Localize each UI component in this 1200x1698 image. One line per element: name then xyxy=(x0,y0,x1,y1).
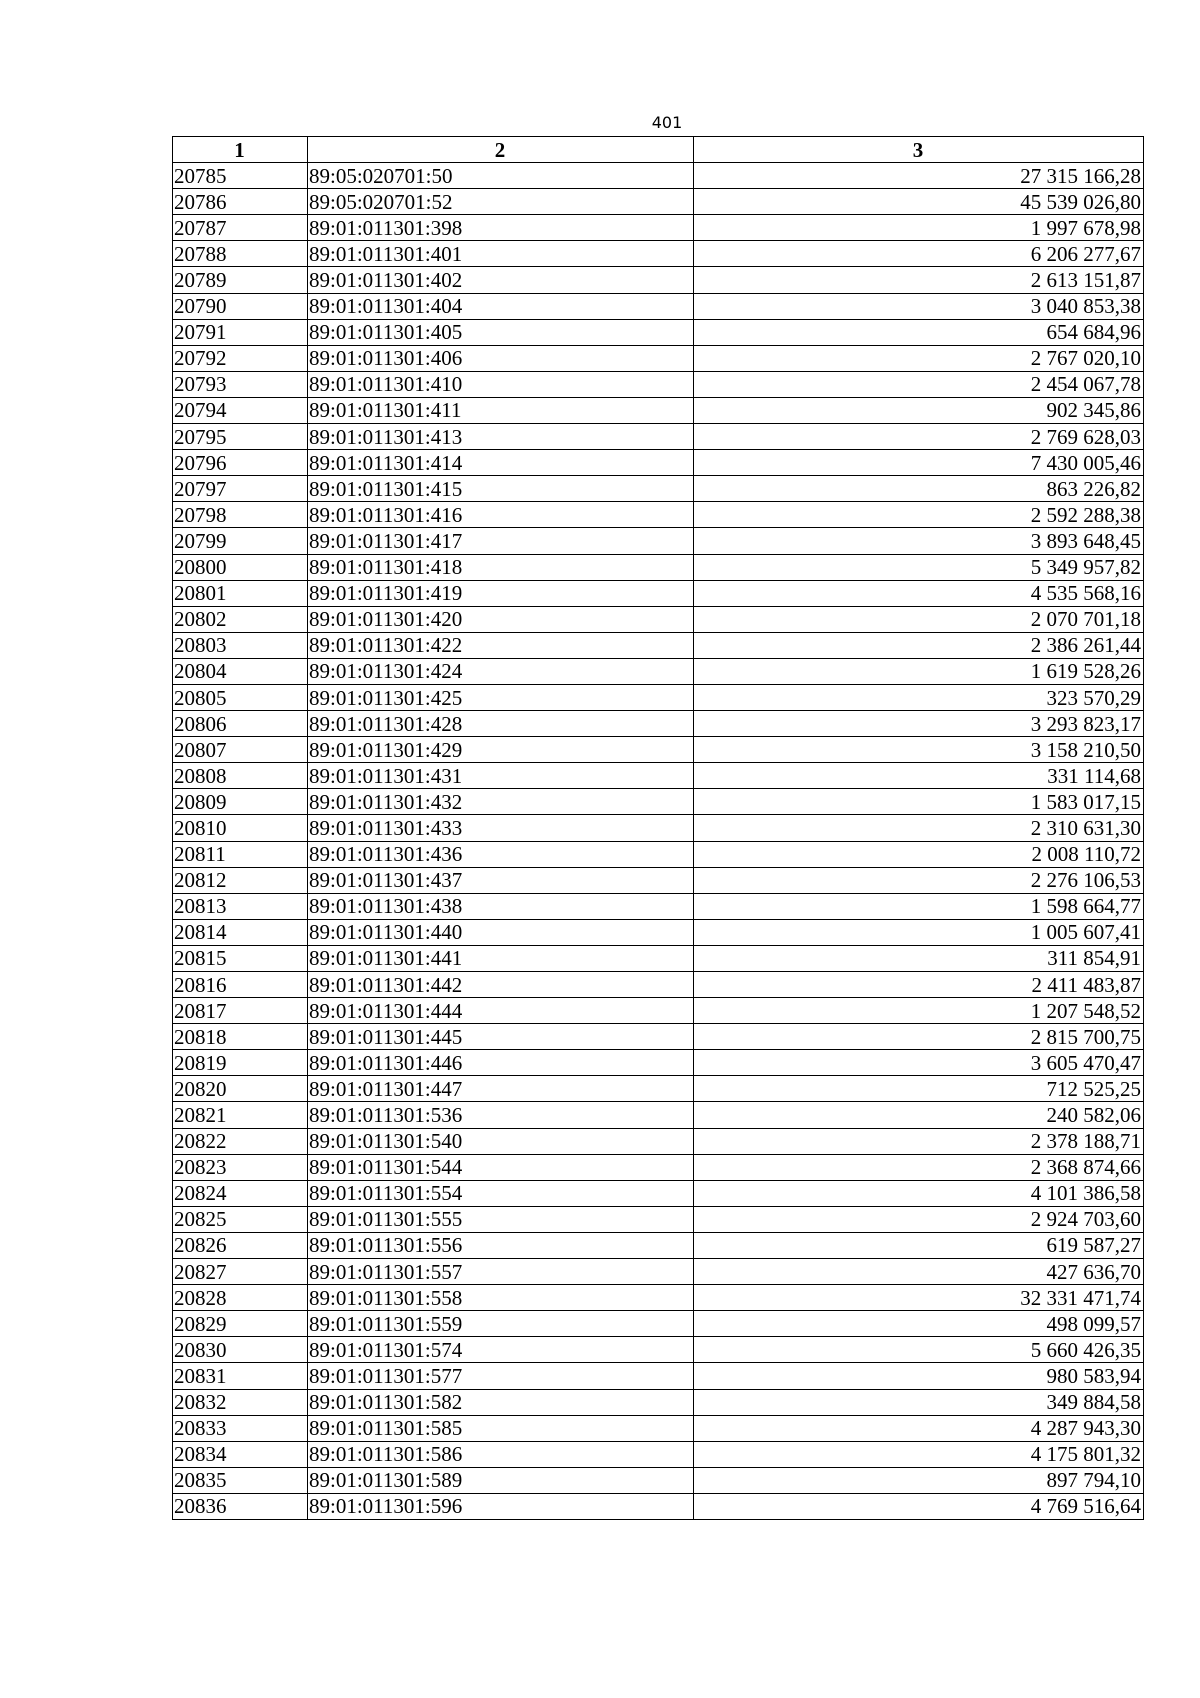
table-row xyxy=(173,1441,1144,1467)
cadastral-number-cell: 89:01:011301:410 xyxy=(308,371,694,397)
value-cell: 323 570,29 xyxy=(694,684,1144,710)
value-cell: 1 207 548,52 xyxy=(694,998,1144,1024)
value-cell: 240 582,06 xyxy=(694,1102,1144,1128)
cadastral-number-cell: 89:01:011301:596 xyxy=(308,1493,694,1519)
value-cell: 712 525,25 xyxy=(694,1076,1144,1102)
row-number-cell: 20797 xyxy=(173,476,308,502)
cadastral-number-cell: 89:01:011301:536 xyxy=(308,1102,694,1128)
row-number-cell: 20810 xyxy=(173,815,308,841)
row-number-cell: 20817 xyxy=(173,998,308,1024)
cadastral-number-cell: 89:01:011301:433 xyxy=(308,815,694,841)
row-number-cell: 20811 xyxy=(173,841,308,867)
cadastral-number-cell: 89:01:011301:411 xyxy=(308,397,694,423)
table-row xyxy=(173,580,1144,606)
cadastral-number-cell: 89:01:011301:432 xyxy=(308,789,694,815)
row-number-cell: 20835 xyxy=(173,1467,308,1493)
row-number-cell: 20789 xyxy=(173,267,308,293)
row-number-cell: 20827 xyxy=(173,1259,308,1285)
row-number-cell: 20819 xyxy=(173,1050,308,1076)
table-header xyxy=(173,137,1144,163)
table-row xyxy=(173,319,1144,345)
value-cell: 2 767 020,10 xyxy=(694,345,1144,371)
cadastral-number-cell: 89:01:011301:413 xyxy=(308,424,694,450)
table-row xyxy=(173,476,1144,502)
value-cell: 311 854,91 xyxy=(694,945,1144,971)
row-number-cell: 20829 xyxy=(173,1311,308,1337)
value-cell: 4 535 568,16 xyxy=(694,580,1144,606)
cadastral-number-cell: 89:01:011301:414 xyxy=(308,450,694,476)
table-row xyxy=(173,502,1144,528)
row-number-cell: 20804 xyxy=(173,658,308,684)
table-row xyxy=(173,1232,1144,1258)
table-row xyxy=(173,424,1144,450)
row-number-cell: 20821 xyxy=(173,1102,308,1128)
row-number-cell: 20816 xyxy=(173,972,308,998)
row-number-cell: 20812 xyxy=(173,867,308,893)
value-cell: 2 924 703,60 xyxy=(694,1206,1144,1232)
cadastral-number-cell: 89:01:011301:574 xyxy=(308,1337,694,1363)
row-number-cell: 20807 xyxy=(173,737,308,763)
cadastral-number-cell: 89:01:011301:404 xyxy=(308,293,694,319)
value-cell: 2 592 288,38 xyxy=(694,502,1144,528)
table-row xyxy=(173,893,1144,919)
row-number-cell: 20792 xyxy=(173,345,308,371)
value-cell: 4 101 386,58 xyxy=(694,1180,1144,1206)
row-number-cell: 20822 xyxy=(173,1128,308,1154)
value-cell: 7 430 005,46 xyxy=(694,450,1144,476)
value-cell: 902 345,86 xyxy=(694,397,1144,423)
cadastral-number-cell: 89:01:011301:401 xyxy=(308,241,694,267)
cadastral-number-cell: 89:01:011301:431 xyxy=(308,763,694,789)
table-row xyxy=(173,397,1144,423)
table-row xyxy=(173,998,1144,1024)
row-number-cell: 20802 xyxy=(173,606,308,632)
cadastral-number-cell: 89:01:011301:416 xyxy=(308,502,694,528)
row-number-cell: 20795 xyxy=(173,424,308,450)
table-row xyxy=(173,528,1144,554)
value-cell: 3 158 210,50 xyxy=(694,737,1144,763)
value-cell: 427 636,70 xyxy=(694,1259,1144,1285)
value-cell: 1 005 607,41 xyxy=(694,919,1144,945)
value-cell: 3 040 853,38 xyxy=(694,293,1144,319)
table-body xyxy=(173,163,1144,1520)
row-number-cell: 20818 xyxy=(173,1024,308,1050)
table-row xyxy=(173,606,1144,632)
column-header-2: 2 xyxy=(308,137,694,163)
table-row xyxy=(173,215,1144,241)
value-cell: 2 454 067,78 xyxy=(694,371,1144,397)
table-row xyxy=(173,1363,1144,1389)
row-number-cell: 20808 xyxy=(173,763,308,789)
cadastral-number-cell: 89:05:020701:50 xyxy=(308,163,694,189)
cadastral-number-cell: 89:01:011301:558 xyxy=(308,1285,694,1311)
cadastral-number-cell: 89:01:011301:589 xyxy=(308,1467,694,1493)
table-row xyxy=(173,267,1144,293)
value-cell: 2 276 106,53 xyxy=(694,867,1144,893)
table-row xyxy=(173,919,1144,945)
cadastral-number-cell: 89:01:011301:554 xyxy=(308,1180,694,1206)
value-cell: 619 587,27 xyxy=(694,1232,1144,1258)
cadastral-number-cell: 89:01:011301:577 xyxy=(308,1363,694,1389)
cadastral-number-cell: 89:01:011301:445 xyxy=(308,1024,694,1050)
row-number-cell: 20826 xyxy=(173,1232,308,1258)
row-number-cell: 20813 xyxy=(173,893,308,919)
value-cell: 863 226,82 xyxy=(694,476,1144,502)
value-cell: 5 349 957,82 xyxy=(694,554,1144,580)
table-row xyxy=(173,972,1144,998)
cadastral-number-cell: 89:01:011301:419 xyxy=(308,580,694,606)
cadastral-number-cell: 89:01:011301:424 xyxy=(308,658,694,684)
value-cell: 2 378 188,71 xyxy=(694,1128,1144,1154)
table-row xyxy=(173,1389,1144,1415)
cadastral-number-cell: 89:01:011301:437 xyxy=(308,867,694,893)
cadastral-number-cell: 89:01:011301:402 xyxy=(308,267,694,293)
cadastral-number-cell: 89:01:011301:444 xyxy=(308,998,694,1024)
table-row xyxy=(173,841,1144,867)
table-row xyxy=(173,1206,1144,1232)
cadastral-number-cell: 89:01:011301:415 xyxy=(308,476,694,502)
row-number-cell: 20824 xyxy=(173,1180,308,1206)
value-cell: 3 605 470,47 xyxy=(694,1050,1144,1076)
row-number-cell: 20805 xyxy=(173,684,308,710)
cadastral-number-cell: 89:01:011301:420 xyxy=(308,606,694,632)
table-row xyxy=(173,1154,1144,1180)
cadastral-number-cell: 89:01:011301:441 xyxy=(308,945,694,971)
cadastral-number-cell: 89:01:011301:559 xyxy=(308,1311,694,1337)
table-row xyxy=(173,658,1144,684)
cadastral-number-cell: 89:01:011301:555 xyxy=(308,1206,694,1232)
table-row xyxy=(173,241,1144,267)
table-row xyxy=(173,1076,1144,1102)
row-number-cell: 20800 xyxy=(173,554,308,580)
cadastral-number-cell: 89:01:011301:446 xyxy=(308,1050,694,1076)
table-row xyxy=(173,1102,1144,1128)
value-cell: 349 884,58 xyxy=(694,1389,1144,1415)
cadastral-number-cell: 89:01:011301:442 xyxy=(308,972,694,998)
table-row xyxy=(173,789,1144,815)
table-row xyxy=(173,1024,1144,1050)
value-cell: 5 660 426,35 xyxy=(694,1337,1144,1363)
cadastral-number-cell: 89:01:011301:585 xyxy=(308,1415,694,1441)
value-cell: 2 769 628,03 xyxy=(694,424,1144,450)
table-row xyxy=(173,1493,1144,1519)
value-cell: 2 411 483,87 xyxy=(694,972,1144,998)
data-table xyxy=(172,136,1144,1520)
table-row xyxy=(173,189,1144,215)
cadastral-number-cell: 89:01:011301:428 xyxy=(308,711,694,737)
row-number-cell: 20809 xyxy=(173,789,308,815)
cadastral-number-cell: 89:01:011301:557 xyxy=(308,1259,694,1285)
column-header-3: 3 xyxy=(694,137,1144,163)
row-number-cell: 20798 xyxy=(173,502,308,528)
row-number-cell: 20806 xyxy=(173,711,308,737)
row-number-cell: 20814 xyxy=(173,919,308,945)
table-row xyxy=(173,1415,1144,1441)
row-number-cell: 20832 xyxy=(173,1389,308,1415)
cadastral-number-cell: 89:05:020701:52 xyxy=(308,189,694,215)
column-header-1: 1 xyxy=(173,137,308,163)
table-row xyxy=(173,1311,1144,1337)
table-row xyxy=(173,1337,1144,1363)
table-row xyxy=(173,1180,1144,1206)
cadastral-number-cell: 89:01:011301:422 xyxy=(308,632,694,658)
row-number-cell: 20791 xyxy=(173,319,308,345)
value-cell: 498 099,57 xyxy=(694,1311,1144,1337)
row-number-cell: 20834 xyxy=(173,1441,308,1467)
cadastral-number-cell: 89:01:011301:582 xyxy=(308,1389,694,1415)
table-row xyxy=(173,945,1144,971)
value-cell: 4 287 943,30 xyxy=(694,1415,1144,1441)
cadastral-number-cell: 89:01:011301:418 xyxy=(308,554,694,580)
table-row xyxy=(173,632,1144,658)
value-cell: 1 583 017,15 xyxy=(694,789,1144,815)
table-row xyxy=(173,684,1144,710)
table-row xyxy=(173,867,1144,893)
cadastral-number-cell: 89:01:011301:425 xyxy=(308,684,694,710)
value-cell: 1 619 528,26 xyxy=(694,658,1144,684)
value-cell: 1 997 678,98 xyxy=(694,215,1144,241)
value-cell: 45 539 026,80 xyxy=(694,189,1144,215)
row-number-cell: 20796 xyxy=(173,450,308,476)
row-number-cell: 20793 xyxy=(173,371,308,397)
value-cell: 331 114,68 xyxy=(694,763,1144,789)
table-row xyxy=(173,371,1144,397)
table-row xyxy=(173,345,1144,371)
row-number-cell: 20836 xyxy=(173,1493,308,1519)
cadastral-number-cell: 89:01:011301:436 xyxy=(308,841,694,867)
value-cell: 2 008 110,72 xyxy=(694,841,1144,867)
row-number-cell: 20820 xyxy=(173,1076,308,1102)
value-cell: 6 206 277,67 xyxy=(694,241,1144,267)
value-cell: 2 815 700,75 xyxy=(694,1024,1144,1050)
value-cell: 2 070 701,18 xyxy=(694,606,1144,632)
cadastral-number-cell: 89:01:011301:429 xyxy=(308,737,694,763)
table-row xyxy=(173,554,1144,580)
table-row xyxy=(173,1285,1144,1311)
row-number-cell: 20801 xyxy=(173,580,308,606)
row-number-cell: 20785 xyxy=(173,163,308,189)
cadastral-number-cell: 89:01:011301:556 xyxy=(308,1232,694,1258)
value-cell: 980 583,94 xyxy=(694,1363,1144,1389)
value-cell: 27 315 166,28 xyxy=(694,163,1144,189)
value-cell: 654 684,96 xyxy=(694,319,1144,345)
table-row xyxy=(173,1128,1144,1154)
cadastral-number-cell: 89:01:011301:405 xyxy=(308,319,694,345)
table-row xyxy=(173,737,1144,763)
value-cell: 3 293 823,17 xyxy=(694,711,1144,737)
cadastral-number-cell: 89:01:011301:540 xyxy=(308,1128,694,1154)
header-row xyxy=(173,137,1144,163)
cadastral-number-cell: 89:01:011301:398 xyxy=(308,215,694,241)
row-number-cell: 20828 xyxy=(173,1285,308,1311)
cadastral-number-cell: 89:01:011301:438 xyxy=(308,893,694,919)
table-row xyxy=(173,711,1144,737)
row-number-cell: 20833 xyxy=(173,1415,308,1441)
table-row xyxy=(173,293,1144,319)
value-cell: 2 368 874,66 xyxy=(694,1154,1144,1180)
value-cell: 2 310 631,30 xyxy=(694,815,1144,841)
table-row xyxy=(173,763,1144,789)
value-cell: 4 769 516,64 xyxy=(694,1493,1144,1519)
value-cell: 2 386 261,44 xyxy=(694,632,1144,658)
table-row xyxy=(173,1050,1144,1076)
page-number: 401 xyxy=(651,113,683,132)
table-row xyxy=(173,450,1144,476)
cadastral-number-cell: 89:01:011301:417 xyxy=(308,528,694,554)
row-number-cell: 20799 xyxy=(173,528,308,554)
row-number-cell: 20831 xyxy=(173,1363,308,1389)
cadastral-number-cell: 89:01:011301:447 xyxy=(308,1076,694,1102)
value-cell: 3 893 648,45 xyxy=(694,528,1144,554)
table-row xyxy=(173,1467,1144,1493)
value-cell: 2 613 151,87 xyxy=(694,267,1144,293)
value-cell: 1 598 664,77 xyxy=(694,893,1144,919)
row-number-cell: 20787 xyxy=(173,215,308,241)
row-number-cell: 20825 xyxy=(173,1206,308,1232)
row-number-cell: 20803 xyxy=(173,632,308,658)
cadastral-number-cell: 89:01:011301:406 xyxy=(308,345,694,371)
cadastral-number-cell: 89:01:011301:544 xyxy=(308,1154,694,1180)
row-number-cell: 20786 xyxy=(173,189,308,215)
row-number-cell: 20823 xyxy=(173,1154,308,1180)
table-row xyxy=(173,1259,1144,1285)
value-cell: 4 175 801,32 xyxy=(694,1441,1144,1467)
row-number-cell: 20788 xyxy=(173,241,308,267)
row-number-cell: 20830 xyxy=(173,1337,308,1363)
value-cell: 897 794,10 xyxy=(694,1467,1144,1493)
row-number-cell: 20790 xyxy=(173,293,308,319)
row-number-cell: 20794 xyxy=(173,397,308,423)
table-row xyxy=(173,815,1144,841)
cadastral-number-cell: 89:01:011301:586 xyxy=(308,1441,694,1467)
table-row xyxy=(173,163,1144,189)
value-cell: 32 331 471,74 xyxy=(694,1285,1144,1311)
row-number-cell: 20815 xyxy=(173,945,308,971)
cadastral-number-cell: 89:01:011301:440 xyxy=(308,919,694,945)
